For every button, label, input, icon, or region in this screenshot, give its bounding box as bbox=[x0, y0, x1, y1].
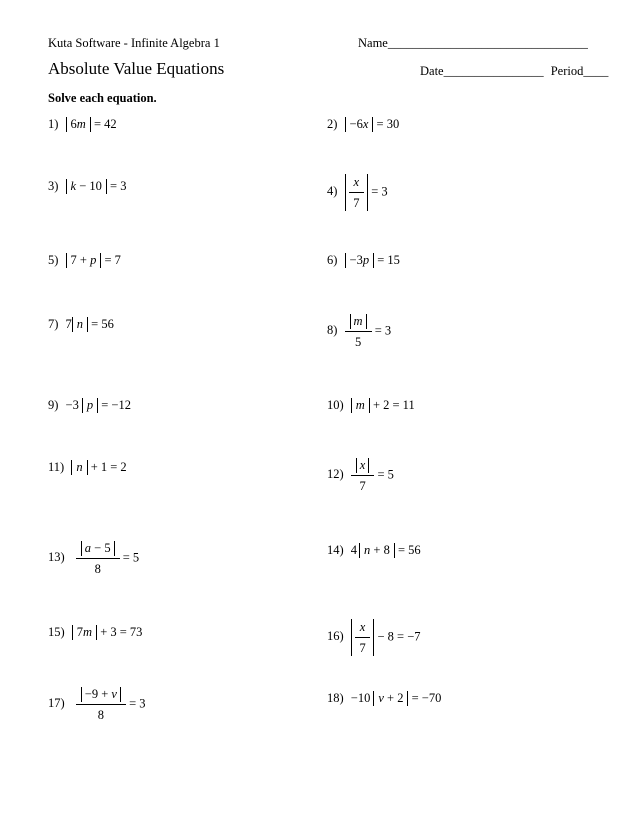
problem-12 bbox=[327, 457, 394, 494]
name-field[interactable] bbox=[358, 36, 588, 51]
problem-15 bbox=[48, 625, 142, 640]
problem-number: 2) bbox=[327, 117, 338, 131]
problem-number: 6) bbox=[327, 253, 338, 267]
variable: p bbox=[90, 253, 97, 267]
rhs: = 56 bbox=[397, 543, 421, 557]
problem-13 bbox=[48, 540, 139, 577]
instructions: Solve each equation. bbox=[48, 91, 157, 105]
rhs: = 15 bbox=[377, 253, 400, 267]
rhs: = 42 bbox=[93, 117, 117, 131]
absolute-value bbox=[81, 541, 115, 556]
denominator: 7 bbox=[359, 641, 366, 655]
term: −3 bbox=[349, 253, 363, 267]
term: − 5 bbox=[94, 541, 111, 555]
rhs: = 5 bbox=[377, 467, 394, 482]
absolute-value bbox=[351, 619, 375, 656]
absolute-value bbox=[373, 691, 408, 706]
absolute-value bbox=[66, 117, 91, 132]
problem-10 bbox=[327, 398, 415, 413]
absolute-value bbox=[72, 317, 88, 332]
variable: m bbox=[353, 314, 363, 328]
variable: v bbox=[111, 687, 117, 701]
term: + 8 bbox=[373, 543, 390, 557]
problem-14 bbox=[327, 543, 421, 558]
variable: p bbox=[362, 253, 370, 267]
problem-number: 16) bbox=[327, 629, 344, 644]
period-line: ____ bbox=[583, 64, 609, 78]
fraction bbox=[355, 619, 371, 656]
absolute-value bbox=[66, 253, 102, 268]
date-line: ________________ bbox=[443, 64, 544, 78]
rhs: = 56 bbox=[91, 317, 114, 331]
absolute-value bbox=[66, 179, 107, 194]
date-label: Date bbox=[420, 64, 444, 78]
problem-2 bbox=[327, 117, 399, 132]
problem-9 bbox=[48, 398, 131, 413]
problem-3 bbox=[48, 179, 126, 194]
variable: p bbox=[86, 398, 94, 412]
variable: k bbox=[70, 179, 77, 193]
variable: x bbox=[362, 117, 369, 131]
rhs: = 30 bbox=[376, 117, 400, 131]
problem-number: 15) bbox=[48, 625, 65, 639]
denominator: 8 bbox=[94, 562, 101, 576]
term: − 10 bbox=[79, 179, 102, 193]
variable: m bbox=[76, 117, 86, 131]
problem-number: 14) bbox=[327, 543, 344, 557]
term: −6 bbox=[349, 117, 363, 131]
problem-number: 18) bbox=[327, 691, 344, 705]
problem-18 bbox=[327, 691, 441, 706]
term: −9 + bbox=[84, 687, 112, 701]
variable: n bbox=[76, 317, 84, 331]
company-label: Kuta Software - Infinite Algebra 1 bbox=[48, 36, 220, 50]
rhs: = 3 bbox=[374, 323, 392, 338]
rhs: − 8 = −7 bbox=[377, 629, 421, 644]
problem-4 bbox=[327, 174, 388, 211]
term: + 2 bbox=[387, 691, 404, 705]
absolute-value bbox=[72, 625, 97, 640]
problem-11 bbox=[48, 460, 127, 475]
absolute-value bbox=[82, 398, 98, 413]
denominator: 8 bbox=[97, 708, 104, 722]
fraction bbox=[349, 174, 365, 211]
problem-number: 12) bbox=[327, 467, 344, 482]
denominator: 7 bbox=[359, 479, 366, 493]
variable: a bbox=[84, 541, 92, 555]
page-title: Absolute Value Equations bbox=[48, 59, 225, 78]
absolute-value bbox=[350, 314, 367, 329]
absolute-value bbox=[359, 543, 395, 558]
problem-7 bbox=[48, 317, 114, 332]
rhs: + 2 = 11 bbox=[372, 398, 415, 412]
denominator: 5 bbox=[354, 335, 362, 349]
term: 6 bbox=[70, 117, 77, 131]
denominator: 7 bbox=[353, 196, 360, 210]
problem-5 bbox=[48, 253, 121, 268]
rhs: = 3 bbox=[129, 696, 146, 711]
problem-17 bbox=[48, 686, 146, 723]
absolute-value bbox=[81, 687, 121, 702]
problem-number: 4) bbox=[327, 184, 338, 199]
problem-number: 9) bbox=[48, 398, 59, 412]
variable: m bbox=[355, 398, 365, 412]
problem-number: 17) bbox=[48, 696, 65, 711]
coefficient: 4 bbox=[350, 543, 358, 557]
fraction bbox=[351, 457, 375, 494]
coefficient: −3 bbox=[65, 398, 79, 412]
rhs: = −70 bbox=[411, 691, 442, 705]
period-label: Period bbox=[550, 64, 584, 78]
problem-number: 13) bbox=[48, 550, 65, 565]
date-period-fields[interactable] bbox=[420, 64, 608, 79]
coefficient: 7 bbox=[76, 625, 84, 639]
fraction bbox=[76, 540, 120, 577]
problem-number: 8) bbox=[327, 323, 338, 338]
problem-number: 1) bbox=[48, 117, 59, 131]
numerator: x bbox=[359, 620, 366, 634]
fraction bbox=[345, 313, 372, 350]
rhs: = 7 bbox=[104, 253, 121, 267]
problem-number: 7) bbox=[48, 317, 59, 331]
absolute-value bbox=[345, 117, 374, 132]
rhs: = 3 bbox=[110, 179, 127, 193]
problem-number: 5) bbox=[48, 253, 59, 267]
rhs: = 5 bbox=[122, 550, 140, 565]
problem-6 bbox=[327, 253, 400, 268]
coefficient: 7 bbox=[65, 317, 72, 331]
fraction bbox=[76, 686, 126, 723]
absolute-value bbox=[356, 458, 370, 473]
name-label: Name bbox=[358, 36, 388, 50]
problem-number: 10) bbox=[327, 398, 344, 412]
term: 7 + bbox=[70, 253, 91, 267]
rhs: + 1 = 2 bbox=[90, 460, 127, 474]
variable: n bbox=[76, 460, 83, 474]
problem-number: 11) bbox=[48, 460, 65, 474]
variable: v bbox=[378, 691, 384, 705]
rhs: = −12 bbox=[101, 398, 131, 412]
absolute-value bbox=[71, 460, 87, 475]
problem-8 bbox=[327, 313, 391, 350]
rhs: = 3 bbox=[371, 184, 388, 199]
problem-number: 3) bbox=[48, 179, 59, 193]
problem-1 bbox=[48, 117, 117, 132]
name-line: ________________________________ bbox=[387, 36, 588, 50]
numerator: x bbox=[353, 175, 360, 189]
problem-16 bbox=[327, 619, 421, 656]
variable: n bbox=[364, 543, 371, 557]
coefficient: −10 bbox=[350, 691, 371, 705]
variable: m bbox=[83, 625, 93, 639]
rhs: + 3 = 73 bbox=[100, 625, 143, 639]
variable: x bbox=[359, 458, 366, 472]
absolute-value bbox=[345, 253, 375, 268]
absolute-value bbox=[345, 174, 369, 211]
absolute-value bbox=[351, 398, 370, 413]
